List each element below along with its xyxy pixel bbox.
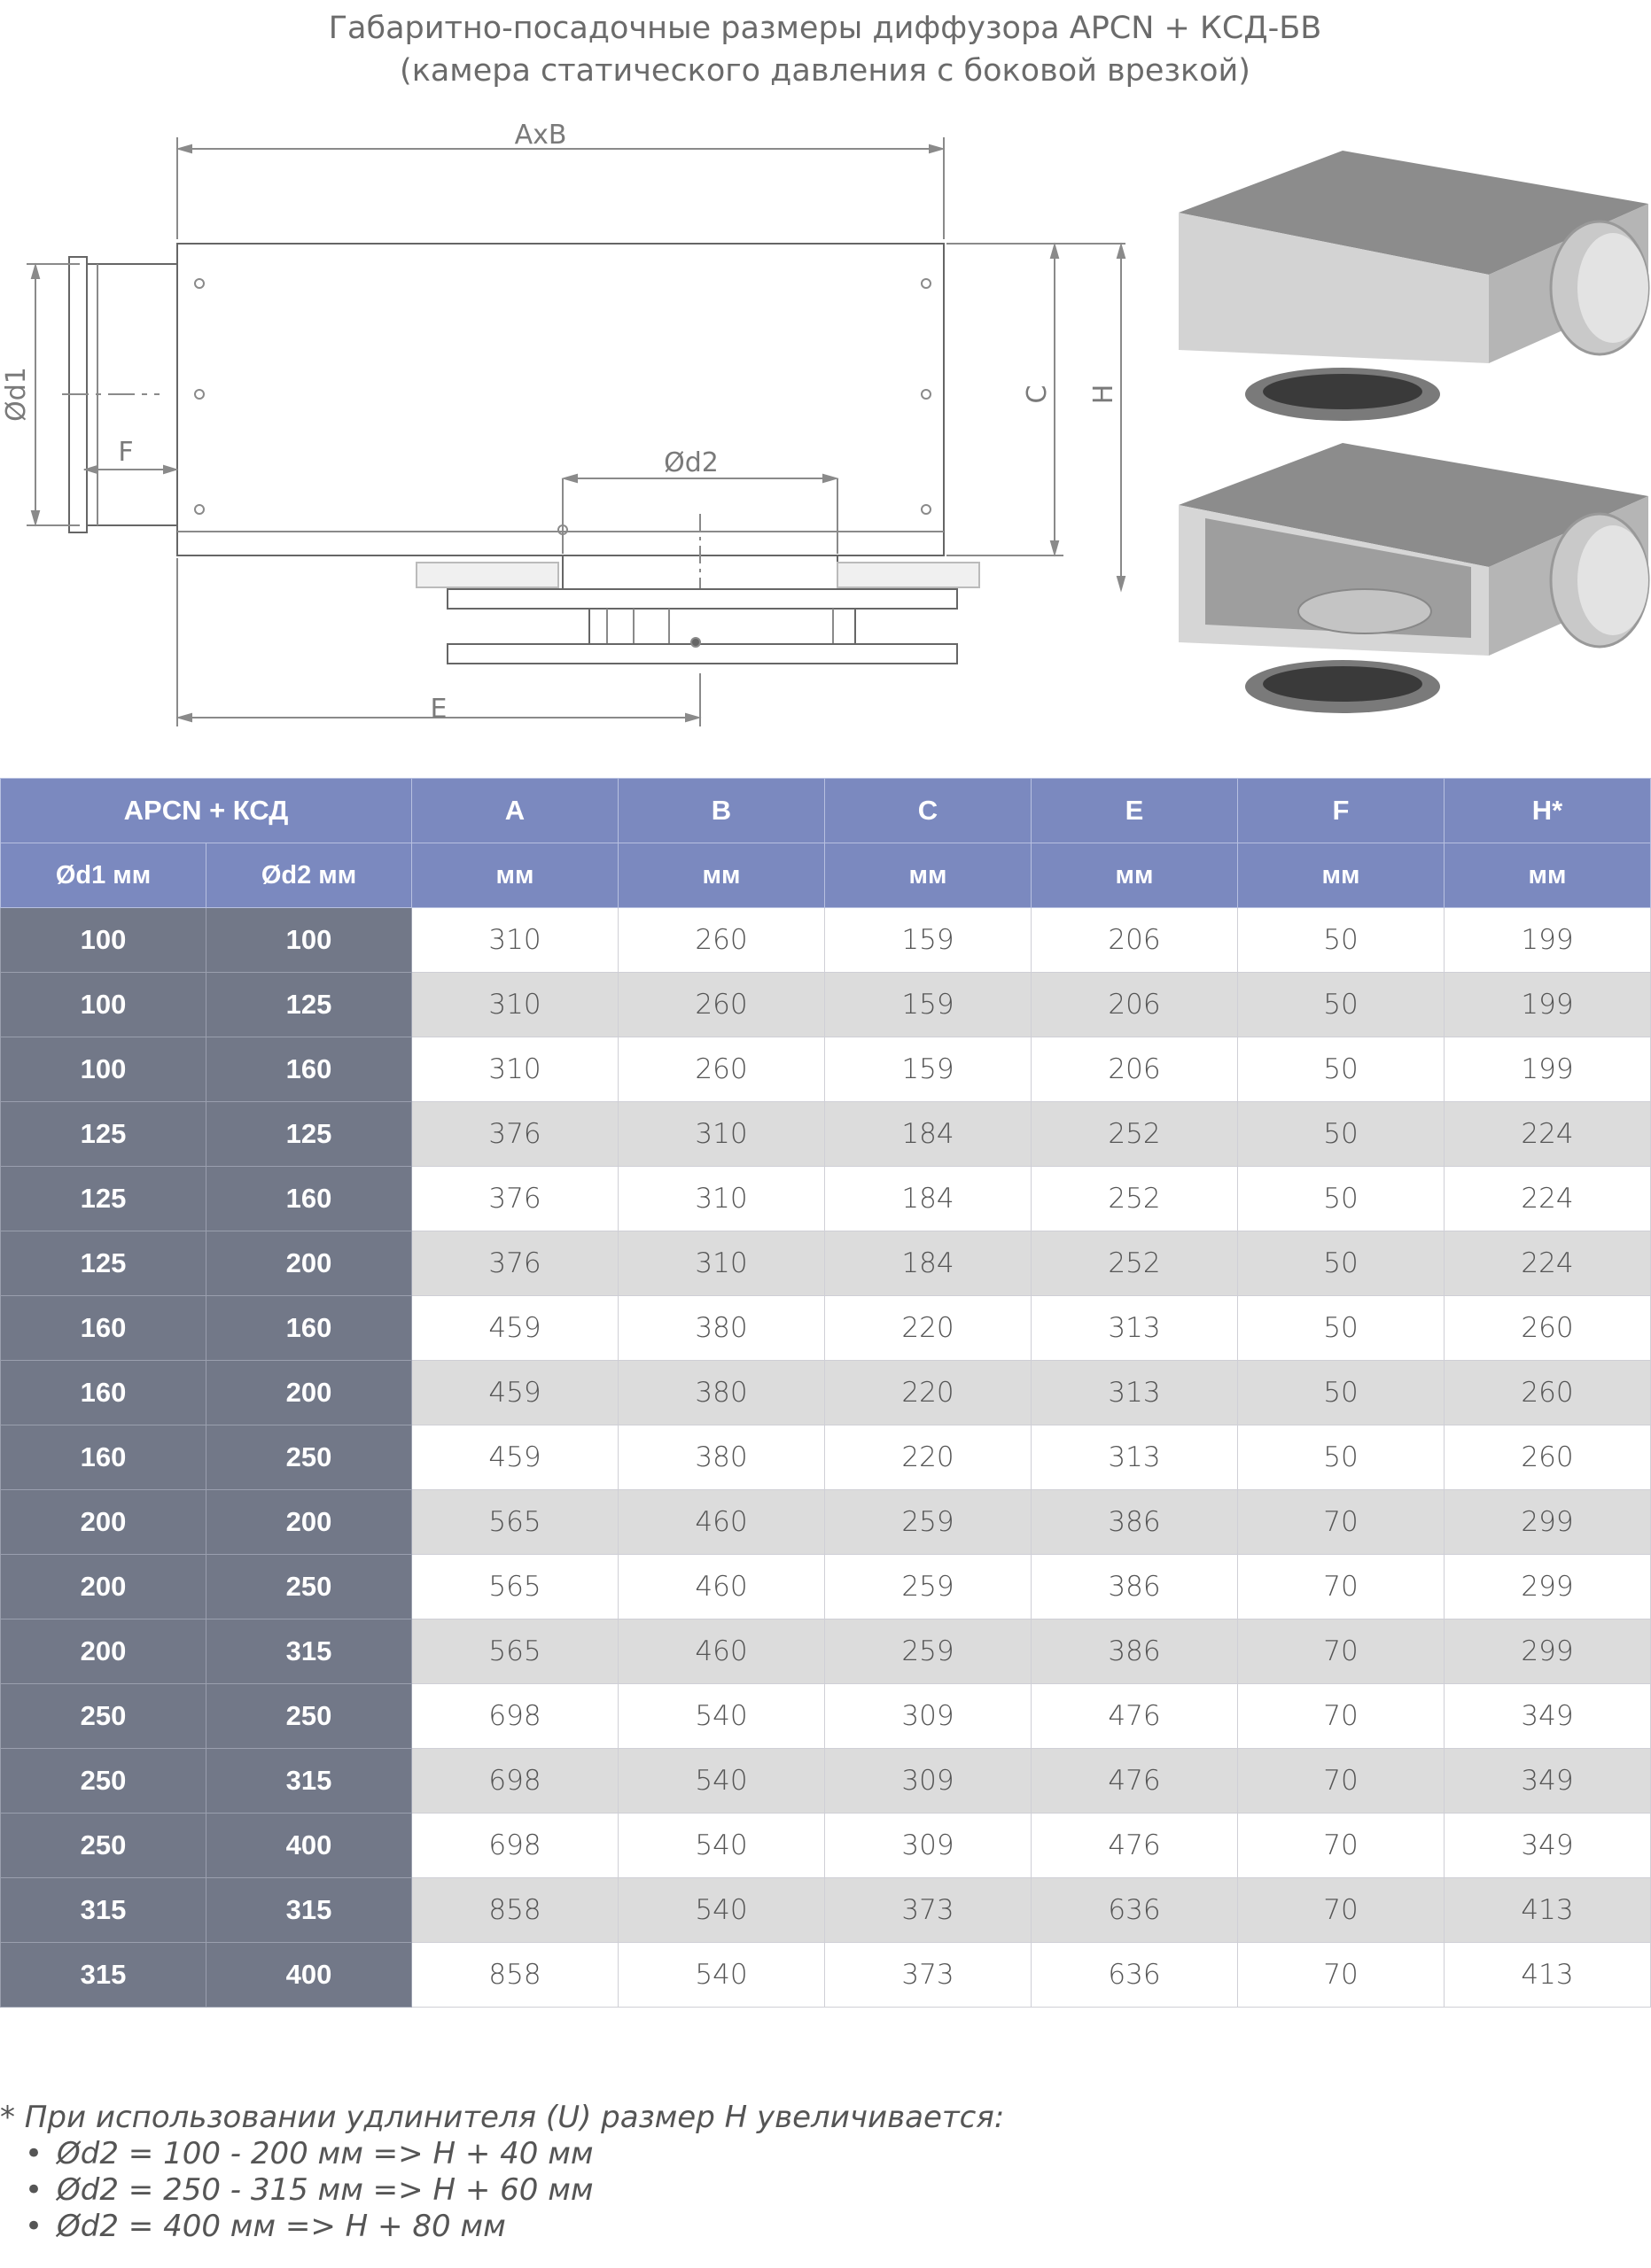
table-row [1, 1878, 1651, 1943]
table-key-cell: 160 [206, 1296, 412, 1361]
table-value-cell: 252 [1032, 1231, 1238, 1296]
table-value-cell: 310 [412, 973, 619, 1037]
table-key-cell: 200 [1, 1555, 206, 1619]
table-value-cell: 698 [412, 1814, 619, 1878]
table-value-cell: 159 [825, 1037, 1032, 1102]
table-value-cell: 50 [1238, 1361, 1445, 1425]
table-value-cell: 220 [825, 1361, 1032, 1425]
table-value-cell: 199 [1445, 908, 1651, 973]
table-value-cell: 199 [1445, 1037, 1651, 1102]
table-value-cell: 224 [1445, 1167, 1651, 1231]
table-value-cell: 698 [412, 1749, 619, 1814]
unit-c: мм [825, 843, 1032, 908]
table-key-cell: 160 [206, 1167, 412, 1231]
table-value-cell: 313 [1032, 1296, 1238, 1361]
table-value-cell: 380 [619, 1296, 825, 1361]
table-value-cell: 459 [412, 1361, 619, 1425]
table-value-cell: 858 [412, 1943, 619, 2008]
table-value-cell: 299 [1445, 1555, 1651, 1619]
table-row [1, 1684, 1651, 1749]
table-value-cell: 309 [825, 1814, 1032, 1878]
table-value-cell: 260 [1445, 1425, 1651, 1490]
header-group: APCN + КСД [1, 779, 412, 843]
label-c: C [1022, 384, 1053, 404]
label-axb: AxB [514, 120, 567, 151]
table-value-cell: 259 [825, 1619, 1032, 1684]
table-key-cell: 160 [1, 1296, 206, 1361]
table-value-cell: 313 [1032, 1425, 1238, 1490]
table-value-cell: 636 [1032, 1943, 1238, 2008]
table-value-cell: 858 [412, 1878, 619, 1943]
table-value-cell: 380 [619, 1425, 825, 1490]
dimensions-table [0, 778, 1651, 2008]
table-key-cell: 125 [206, 973, 412, 1037]
bullet-icon: • [25, 2172, 43, 2208]
table-value-cell: 310 [412, 1037, 619, 1102]
footnote-item [0, 2136, 1004, 2172]
table-key-cell: 400 [206, 1943, 412, 2008]
table-value-cell: 252 [1032, 1102, 1238, 1167]
table-value-cell: 349 [1445, 1749, 1651, 1814]
table-value-cell: 224 [1445, 1231, 1651, 1296]
table-value-cell: 224 [1445, 1102, 1651, 1167]
table-value-cell: 349 [1445, 1814, 1651, 1878]
table-value-cell: 70 [1238, 1749, 1445, 1814]
footnote-item-text: Ød2 = 250 - 315 мм => H + 60 мм [57, 2172, 594, 2208]
table-key-cell: 315 [206, 1749, 412, 1814]
table-key-cell: 200 [1, 1619, 206, 1684]
title-line-1: Габаритно-посадочные размеры диффузора APCN + КСД-БВ [328, 11, 1322, 46]
table-row [1, 1037, 1651, 1102]
table-value-cell: 70 [1238, 1490, 1445, 1555]
table-key-cell: 250 [1, 1814, 206, 1878]
bullet-icon: • [25, 2209, 43, 2244]
label-e: E [430, 694, 448, 725]
table-key-cell: 250 [1, 1749, 206, 1814]
table-value-cell: 252 [1032, 1167, 1238, 1231]
table-value-cell: 349 [1445, 1684, 1651, 1749]
table-header-row [1, 779, 1651, 843]
footnote-heading: * При использовании удлинителя (U) размер H увеличивается: [0, 2100, 1005, 2135]
table-key-cell: 250 [206, 1425, 412, 1490]
table-key-cell: 200 [206, 1231, 412, 1296]
table-value-cell: 159 [825, 908, 1032, 973]
footnote [0, 2100, 1004, 2245]
table-value-cell: 220 [825, 1425, 1032, 1490]
table-key-cell: 200 [206, 1361, 412, 1425]
table-value-cell: 698 [412, 1684, 619, 1749]
table-value-cell: 565 [412, 1490, 619, 1555]
table-value-cell: 184 [825, 1102, 1032, 1167]
table-value-cell: 476 [1032, 1749, 1238, 1814]
table-value-cell: 199 [1445, 973, 1651, 1037]
table-value-cell: 260 [619, 1037, 825, 1102]
unit-f: мм [1238, 843, 1445, 908]
table-value-cell: 565 [412, 1555, 619, 1619]
table-key-cell: 125 [1, 1231, 206, 1296]
table-value-cell: 50 [1238, 1425, 1445, 1490]
unit-d2: Ød2 мм [206, 843, 412, 908]
table-value-cell: 376 [412, 1102, 619, 1167]
table-value-cell: 50 [1238, 1296, 1445, 1361]
table-value-cell: 313 [1032, 1361, 1238, 1425]
header-a: A [412, 779, 619, 843]
table-value-cell: 636 [1032, 1878, 1238, 1943]
table-row [1, 1361, 1651, 1425]
table-value-cell: 373 [825, 1878, 1032, 1943]
table-value-cell: 70 [1238, 1814, 1445, 1878]
table-value-cell: 206 [1032, 973, 1238, 1037]
table-row [1, 1102, 1651, 1167]
table-key-cell: 250 [206, 1684, 412, 1749]
table-row [1, 1943, 1651, 2008]
label-d1: Ød1 [1, 367, 32, 422]
table-value-cell: 206 [1032, 908, 1238, 973]
table-value-cell: 70 [1238, 1619, 1445, 1684]
table-key-cell: 250 [206, 1555, 412, 1619]
table-value-cell: 260 [619, 908, 825, 973]
table-value-cell: 386 [1032, 1490, 1238, 1555]
label-d2: Ød2 [664, 447, 719, 478]
table-value-cell: 220 [825, 1296, 1032, 1361]
table-key-cell: 315 [1, 1943, 206, 2008]
table-value-cell: 460 [619, 1619, 825, 1684]
table-key-cell: 315 [1, 1878, 206, 1943]
header-f: F [1238, 779, 1445, 843]
table-value-cell: 50 [1238, 973, 1445, 1037]
table-value-cell: 413 [1445, 1943, 1651, 2008]
label-h: H [1088, 384, 1119, 405]
table-value-cell: 50 [1238, 1037, 1445, 1102]
table-value-cell: 159 [825, 973, 1032, 1037]
table-value-cell: 460 [619, 1490, 825, 1555]
table-key-cell: 200 [1, 1490, 206, 1555]
table-key-cell: 160 [1, 1361, 206, 1425]
table-key-cell: 315 [206, 1619, 412, 1684]
label-f: F [118, 437, 134, 468]
table-value-cell: 376 [412, 1231, 619, 1296]
table-value-cell: 476 [1032, 1814, 1238, 1878]
table-value-cell: 460 [619, 1555, 825, 1619]
table-key-cell: 100 [206, 908, 412, 973]
table-value-cell: 386 [1032, 1619, 1238, 1684]
table-value-cell: 310 [619, 1102, 825, 1167]
table-body [1, 908, 1651, 2008]
table-value-cell: 260 [1445, 1296, 1651, 1361]
header-e: E [1032, 779, 1238, 843]
table-value-cell: 373 [825, 1943, 1032, 2008]
table-value-cell: 50 [1238, 1102, 1445, 1167]
table-key-cell: 400 [206, 1814, 412, 1878]
table-key-cell: 125 [1, 1167, 206, 1231]
table-value-cell: 70 [1238, 1684, 1445, 1749]
table-value-cell: 260 [619, 973, 825, 1037]
table-value-cell: 299 [1445, 1619, 1651, 1684]
table-value-cell: 309 [825, 1749, 1032, 1814]
table-value-cell: 540 [619, 1749, 825, 1814]
table-value-cell: 260 [1445, 1361, 1651, 1425]
table-key-cell: 160 [1, 1425, 206, 1490]
unit-d1: Ød1 мм [1, 843, 206, 908]
table-key-cell: 100 [1, 908, 206, 973]
table-value-cell: 206 [1032, 1037, 1238, 1102]
table-value-cell: 413 [1445, 1878, 1651, 1943]
render-cutaway-image [1170, 434, 1648, 726]
table-row [1, 1167, 1651, 1231]
table-row [1, 1425, 1651, 1490]
table-value-cell: 540 [619, 1878, 825, 1943]
table-value-cell: 299 [1445, 1490, 1651, 1555]
unit-h: мм [1445, 843, 1651, 908]
table-row [1, 1619, 1651, 1684]
table-value-cell: 565 [412, 1619, 619, 1684]
table-key-cell: 160 [206, 1037, 412, 1102]
table-value-cell: 259 [825, 1490, 1032, 1555]
unit-a: мм [412, 843, 619, 908]
table-value-cell: 310 [412, 908, 619, 973]
table-row [1, 1749, 1651, 1814]
table-value-cell: 459 [412, 1296, 619, 1361]
table-key-cell: 200 [206, 1490, 412, 1555]
table-value-cell: 50 [1238, 908, 1445, 973]
header-b: B [619, 779, 825, 843]
title-line-2: (камера статического давления с боковой врезкой) [400, 53, 1250, 89]
bullet-icon: • [25, 2136, 43, 2171]
table-value-cell: 184 [825, 1167, 1032, 1231]
table-value-cell: 310 [619, 1231, 825, 1296]
table-value-cell: 259 [825, 1555, 1032, 1619]
footnote-item-text: Ød2 = 100 - 200 мм => H + 40 мм [57, 2136, 594, 2171]
table-row [1, 908, 1651, 973]
table-value-cell: 309 [825, 1684, 1032, 1749]
table-value-cell: 476 [1032, 1684, 1238, 1749]
table-key-cell: 125 [1, 1102, 206, 1167]
table-value-cell: 184 [825, 1231, 1032, 1296]
table-row [1, 1490, 1651, 1555]
table-value-cell: 50 [1238, 1231, 1445, 1296]
table-row [1, 973, 1651, 1037]
table-value-cell: 376 [412, 1167, 619, 1231]
header-c: C [825, 779, 1032, 843]
dimension-drawing [1, 106, 1143, 744]
table-row [1, 1296, 1651, 1361]
page-title [0, 7, 1650, 92]
table-units-row [1, 843, 1651, 908]
table-value-cell: 540 [619, 1814, 825, 1878]
table-row [1, 1814, 1651, 1878]
footnote-item [0, 2209, 1004, 2245]
footnote-item [0, 2172, 1004, 2209]
table-value-cell: 50 [1238, 1167, 1445, 1231]
render-closed-image [1170, 142, 1648, 434]
table-value-cell: 70 [1238, 1878, 1445, 1943]
table-key-cell: 315 [206, 1878, 412, 1943]
footnote-item-text: Ød2 = 400 мм => H + 80 мм [57, 2209, 506, 2244]
table-key-cell: 100 [1, 973, 206, 1037]
table-value-cell: 540 [619, 1684, 825, 1749]
table-value-cell: 380 [619, 1361, 825, 1425]
table-value-cell: 70 [1238, 1555, 1445, 1619]
table-key-cell: 250 [1, 1684, 206, 1749]
table-key-cell: 125 [206, 1102, 412, 1167]
unit-e: мм [1032, 843, 1238, 908]
table-row [1, 1231, 1651, 1296]
table-value-cell: 459 [412, 1425, 619, 1490]
table-value-cell: 70 [1238, 1943, 1445, 2008]
table-key-cell: 100 [1, 1037, 206, 1102]
table-value-cell: 310 [619, 1167, 825, 1231]
table-row [1, 1555, 1651, 1619]
unit-b: мм [619, 843, 825, 908]
table-value-cell: 386 [1032, 1555, 1238, 1619]
table-value-cell: 540 [619, 1943, 825, 2008]
header-h: H* [1445, 779, 1651, 843]
